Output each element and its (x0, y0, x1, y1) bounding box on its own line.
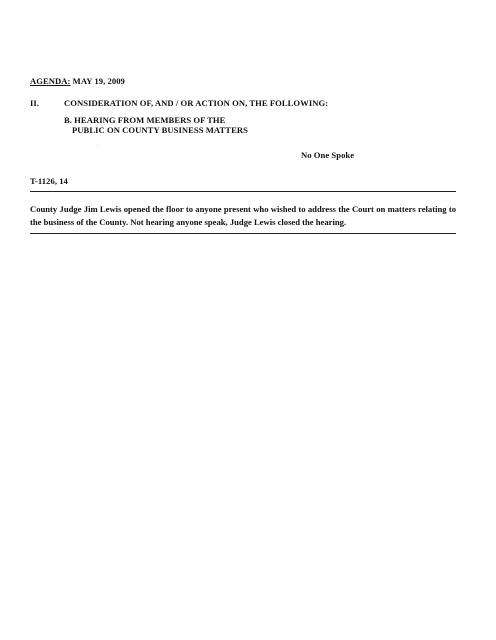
divider-top (30, 191, 456, 192)
tape-reference: T-1126, 14 (30, 176, 68, 186)
section-number: II. (30, 98, 39, 108)
agenda-item-line-2: PUBLIC ON COUNTY BUSINESS MATTERS (72, 124, 248, 135)
agenda-label: AGENDA: (30, 76, 71, 86)
scan-speck (97, 145, 98, 146)
agenda-line (30, 76, 125, 86)
agenda-item (64, 116, 248, 135)
agenda-date: MAY 19, 2009 (72, 76, 125, 86)
section-heading (30, 98, 328, 108)
minutes-narrative: County Judge Jim Lewis opened the floor to anyone present who wished to address the Court on matters relating to the business of the County. Not hearing anyone speak, Judge Lewis closed the hearing. (30, 204, 456, 227)
divider-bottom (30, 233, 456, 234)
item-result: No One Spoke (301, 150, 355, 160)
section-title: CONSIDERATION OF, AND / OR ACTION ON, THE FOLLOWING: (64, 98, 329, 108)
agenda-item-line-1: B. HEARING FROM MEMBERS OF THE (64, 115, 226, 125)
